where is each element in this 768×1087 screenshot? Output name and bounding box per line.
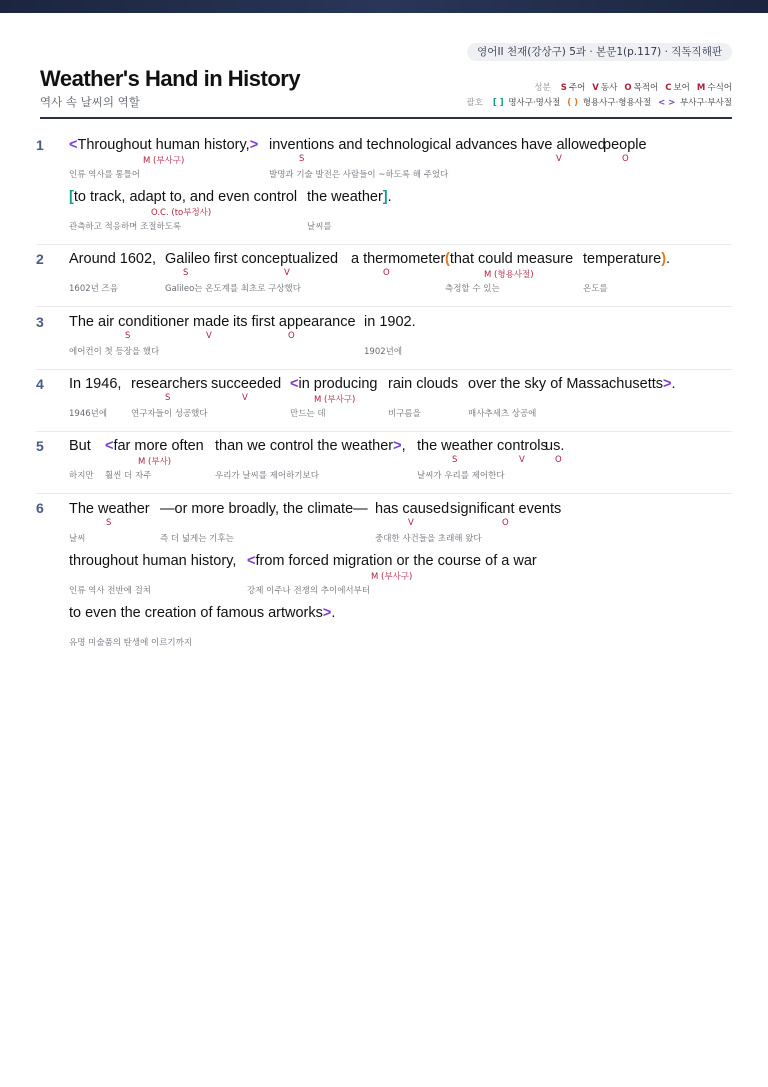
legend-key: S — [560, 83, 567, 93]
chunk-text: the weather — [307, 189, 383, 205]
legend-key: < > — [658, 98, 676, 108]
legend-label: 형용사구·형용사절 — [582, 98, 652, 108]
component-tag: O.C. (to부정사) — [151, 208, 212, 218]
component-legend — [534, 81, 732, 93]
chunk-tail: . — [387, 189, 392, 205]
component-tag: S — [452, 455, 458, 465]
chunk-text: temperature — [583, 251, 662, 267]
korean-gloss: 1902년에 — [364, 347, 403, 357]
component-tag: V — [206, 331, 212, 341]
legend-key: ( ) — [567, 98, 579, 108]
legend-label: 동사 — [600, 83, 618, 93]
page-subtitle: 역사 속 날씨의 역할 — [40, 95, 140, 109]
component-tag: O — [383, 268, 390, 278]
sentence-block — [36, 438, 732, 494]
legend-label: 명사구·명사절 — [508, 98, 561, 108]
english-chunk: a thermometer — [351, 251, 446, 267]
open-bracket: [ — [69, 189, 74, 205]
english-chunk: In 1946, — [69, 376, 122, 392]
korean-gloss: 강제 이주나 전쟁의 추이에서부터 — [247, 586, 371, 596]
sentence-line — [69, 251, 732, 301]
english-chunk — [215, 438, 406, 454]
korean-gloss: 비구름을 — [388, 409, 421, 419]
component-tag: S — [183, 268, 189, 278]
page-title: Weather's Hand in History — [40, 66, 301, 91]
korean-gloss: 즉 더 넓게는 기후는 — [160, 534, 234, 544]
korean-gloss: 유명 미술품의 탄생에 이르기까지 — [69, 638, 193, 648]
sentence-block — [36, 137, 732, 245]
english-chunk — [69, 605, 335, 621]
legend-key: O — [624, 83, 632, 93]
sentence-block — [36, 500, 732, 660]
open-bracket: < — [247, 553, 256, 569]
english-chunk: its first appearance — [233, 314, 356, 330]
sentence-number: 4 — [36, 376, 44, 392]
legend-label: 목적어 — [633, 83, 659, 93]
english-chunk: inventions and technological advances — [269, 137, 518, 153]
legend-key: C — [665, 83, 672, 93]
close-bracket: > — [663, 376, 672, 392]
korean-gloss: 날씨 — [69, 534, 86, 544]
sentence-number: 6 — [36, 500, 44, 516]
korean-gloss: 에어컨이 첫 등장을 했다 — [69, 347, 160, 357]
component-tag: M (부사구) — [371, 572, 413, 582]
chunk-text: to even the creation of famous artworks — [69, 605, 323, 621]
korean-gloss: Galileo는 온도계를 최초로 구상했다 — [165, 284, 301, 294]
english-chunk: Galileo — [165, 251, 211, 267]
open-bracket: < — [69, 137, 78, 153]
lesson-badge: 영어II 천재(강상구) 5과 · 본문1(p.117) · 직독직해판 — [467, 43, 732, 61]
legend-item-adverbial-clause — [658, 96, 732, 108]
korean-gloss: 측정할 수 있는 — [445, 284, 500, 294]
english-chunk: made — [193, 314, 230, 330]
chunk-tail: , — [401, 438, 406, 454]
korean-gloss: 인류 역사를 통틀어 — [69, 170, 141, 180]
legend-item-object — [624, 81, 658, 93]
chunk-text: Throughout human history, — [77, 137, 250, 153]
korean-gloss: 연구자들이 성공했다 — [131, 409, 208, 419]
english-chunk: But — [69, 438, 91, 454]
close-bracket: > — [249, 137, 259, 153]
legend-key: M — [696, 83, 706, 93]
english-chunk: first conceptualized — [214, 251, 339, 267]
component-tag: S — [299, 154, 305, 164]
legend-item-complement — [665, 81, 690, 93]
sentence-line — [69, 553, 732, 603]
sentence-block — [36, 251, 732, 307]
legend-label: 부사구·부사절 — [680, 98, 732, 108]
component-tag: S — [106, 518, 112, 528]
legend-key: [ ] — [492, 98, 504, 108]
component-tag: O — [502, 518, 509, 528]
component-tag: O — [288, 331, 295, 341]
open-bracket: ( — [445, 251, 450, 267]
korean-gloss: 중대한 사건들을 초래해 왔다 — [375, 534, 482, 544]
english-chunk: succeeded — [211, 376, 282, 392]
legend-item-adjective-clause — [567, 96, 651, 108]
english-chunk — [583, 251, 670, 267]
sentence-line — [69, 438, 732, 488]
korean-gloss: 발명과 기술 발전은 사람들이 ~하도록 해 주었다 — [269, 170, 449, 180]
legend-item-modifier — [697, 81, 732, 93]
english-chunk — [69, 189, 297, 205]
sentence-block — [36, 314, 732, 370]
korean-gloss: 온도를 — [583, 284, 608, 294]
legend-item-verb — [592, 81, 617, 93]
english-chunk: throughout human history, — [69, 553, 237, 569]
component-tag: V — [556, 154, 562, 164]
english-chunk — [247, 553, 537, 569]
sentence-line — [69, 137, 732, 187]
chunk-text: in producing — [298, 376, 378, 392]
english-chunk: Around 1602, — [69, 251, 157, 267]
component-tag: M (부사구) — [143, 156, 185, 166]
english-chunk: significant events — [450, 501, 562, 517]
korean-gloss: 날씨가 우리를 제어한다 — [417, 471, 505, 481]
component-tag: V — [242, 393, 248, 403]
close-bracket: > — [393, 438, 402, 454]
korean-gloss: 하지만 — [69, 471, 94, 481]
legend-item-subject — [561, 81, 586, 93]
sentence-line — [69, 376, 732, 426]
korean-gloss: 날씨를 — [307, 222, 332, 232]
english-chunk: the weather — [417, 438, 493, 454]
top-decorative-strip — [0, 0, 768, 13]
component-tag: M (형용사절) — [484, 270, 534, 280]
korean-gloss: 우리가 날씨를 제어하기보다 — [215, 471, 319, 481]
legend-brackets-heading: 괄호 — [466, 98, 483, 108]
legend-label: 보어 — [673, 83, 690, 93]
chunk-tail: . — [666, 251, 671, 267]
open-bracket: < — [105, 438, 114, 454]
chunk-text: that could measure — [449, 251, 574, 267]
close-bracket: > — [322, 605, 332, 621]
english-chunk — [307, 189, 392, 205]
open-bracket: < — [290, 376, 299, 392]
sentence-line — [69, 501, 732, 551]
legend-key: V — [592, 83, 599, 93]
english-chunk: researchers — [131, 376, 208, 392]
chunk-tail: . — [671, 376, 676, 392]
sentence-number: 3 — [36, 314, 44, 330]
english-chunk: in 1902. — [364, 314, 416, 330]
legend-label: 주어 — [568, 83, 586, 93]
legend-components-heading: 성분 — [534, 83, 551, 93]
chunk-text: than we control the weather — [215, 438, 394, 454]
close-bracket: ] — [382, 189, 388, 205]
english-chunk: people — [603, 137, 647, 153]
component-tag: S — [165, 393, 171, 403]
chunk-text: to track, adapt to, and even control — [73, 189, 298, 205]
component-tag: V — [284, 268, 290, 278]
sentence-line — [69, 605, 732, 655]
sentence-block — [36, 376, 732, 432]
chunk-text: far more often — [113, 438, 204, 454]
close-bracket: ) — [661, 251, 667, 267]
chunk-tail: . — [331, 605, 336, 621]
english-chunk: rain clouds — [388, 376, 459, 392]
english-chunk: —or more broadly, the climate— — [160, 501, 368, 517]
english-chunk: have allowed — [521, 137, 606, 153]
korean-gloss: 1946년에 — [69, 409, 108, 419]
korean-gloss: 훨씬 더 자주 — [105, 471, 152, 481]
english-chunk — [105, 438, 204, 454]
english-chunk — [445, 251, 573, 267]
legend-label: 수식어 — [707, 83, 732, 93]
sentence-line — [69, 314, 732, 364]
component-tag: S — [125, 331, 131, 341]
english-chunk: has caused — [375, 501, 450, 517]
sentence-line — [69, 189, 732, 239]
korean-gloss: 관측하고 적응하며 조절하도록 — [69, 222, 182, 232]
sentence-number: 2 — [36, 251, 44, 267]
english-chunk — [290, 376, 377, 392]
korean-gloss: 1602년 즈음 — [69, 284, 118, 294]
english-chunk: us. — [545, 438, 565, 454]
legend-item-noun-clause — [493, 96, 560, 108]
chunk-text: from forced migration or the course of a war — [255, 553, 537, 569]
component-tag: O — [622, 154, 629, 164]
component-tag: V — [408, 518, 414, 528]
english-chunk — [69, 137, 258, 153]
sentence-number: 5 — [36, 438, 44, 454]
sentence-number: 1 — [36, 137, 44, 153]
component-tag: M (부사구) — [314, 395, 356, 405]
component-tag: M (부사) — [138, 457, 172, 467]
english-chunk: The air conditioner — [69, 314, 190, 330]
english-chunk — [468, 376, 676, 392]
korean-gloss: 만드는 데 — [290, 409, 326, 419]
bracket-legend — [466, 96, 732, 108]
korean-gloss: 인류 역사 전반에 걸쳐 — [69, 586, 152, 596]
header-divider — [40, 117, 732, 119]
chunk-text: over the sky of Massachusetts — [468, 376, 664, 392]
english-chunk: The weather — [69, 501, 150, 517]
component-tag: V — [519, 455, 525, 465]
korean-gloss: 매사추세츠 상공에 — [468, 409, 537, 419]
component-tag: O — [555, 455, 562, 465]
english-chunk: controls — [497, 438, 548, 454]
